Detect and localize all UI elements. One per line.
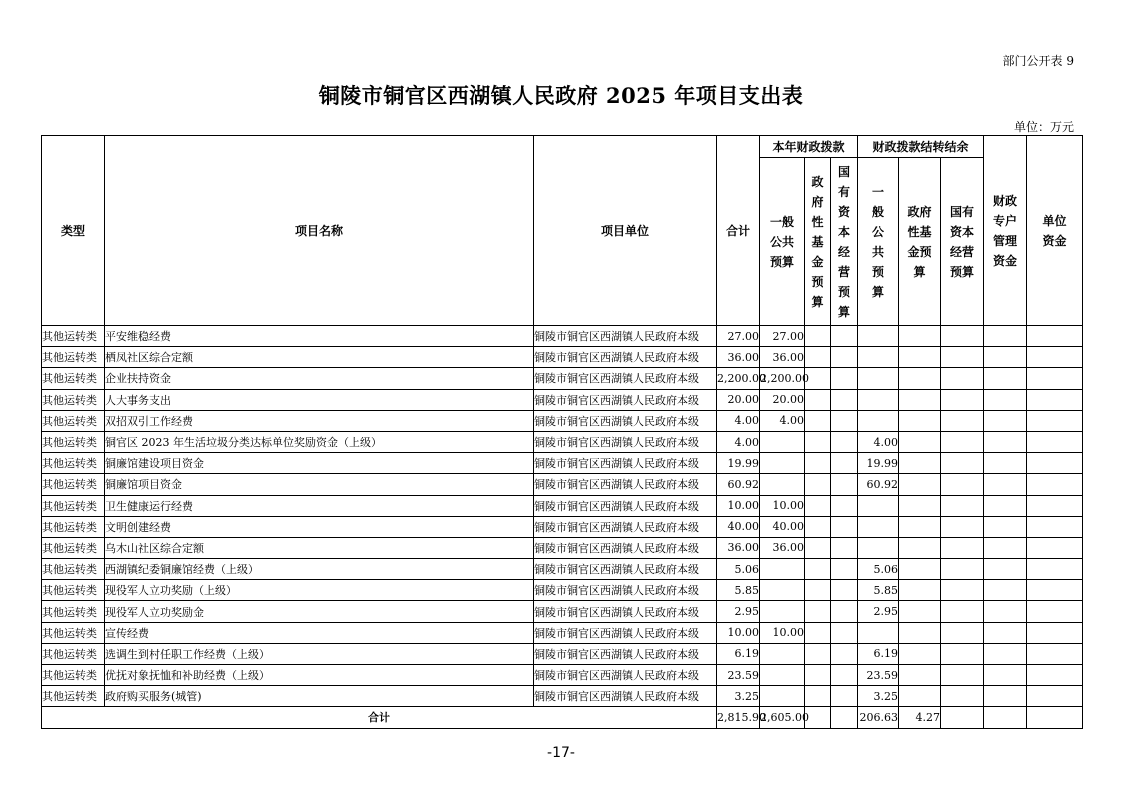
row-project-unit: 铜陵市铜官区西湖镇人民政府本级 xyxy=(534,410,717,431)
row-total: 2.95 xyxy=(717,601,760,622)
row-special-account xyxy=(984,431,1027,452)
row-carry-state xyxy=(941,580,984,601)
row-total: 5.06 xyxy=(717,559,760,580)
row-carry-state xyxy=(941,622,984,643)
row-current-fund xyxy=(805,347,831,368)
row-carry-fund xyxy=(899,537,941,558)
table-row xyxy=(42,516,1083,537)
col-carry-state-header: 国有资本经营预算 xyxy=(941,158,984,326)
row-current-state xyxy=(831,686,858,707)
row-current-fund xyxy=(805,453,831,474)
row-type: 其他运转类 xyxy=(42,559,105,580)
table-row xyxy=(42,686,1083,707)
row-current-general: 36.00 xyxy=(760,537,805,558)
table-row xyxy=(42,410,1083,431)
row-own-funds xyxy=(1027,601,1083,622)
table-row xyxy=(42,537,1083,558)
row-carry-general xyxy=(858,326,899,347)
row-project-name: 文明创建经费 xyxy=(105,516,534,537)
row-project-unit: 铜陵市铜官区西湖镇人民政府本级 xyxy=(534,622,717,643)
project-expenditure-table xyxy=(41,135,1083,729)
row-special-account xyxy=(984,474,1027,495)
row-carry-fund xyxy=(899,686,941,707)
row-project-unit: 铜陵市铜官区西湖镇人民政府本级 xyxy=(534,643,717,664)
row-type: 其他运转类 xyxy=(42,580,105,601)
row-type: 其他运转类 xyxy=(42,389,105,410)
row-current-state xyxy=(831,559,858,580)
row-special-account xyxy=(984,368,1027,389)
row-special-account xyxy=(984,537,1027,558)
table-row xyxy=(42,601,1083,622)
row-type: 其他运转类 xyxy=(42,431,105,452)
row-current-state xyxy=(831,580,858,601)
row-carry-general xyxy=(858,622,899,643)
row-carry-general: 5.06 xyxy=(858,559,899,580)
row-project-name: 铜廉馆建设项目资金 xyxy=(105,453,534,474)
row-project-unit: 铜陵市铜官区西湖镇人民政府本级 xyxy=(534,601,717,622)
row-project-unit: 铜陵市铜官区西湖镇人民政府本级 xyxy=(534,665,717,686)
row-current-fund xyxy=(805,559,831,580)
row-own-funds xyxy=(1027,431,1083,452)
row-carry-fund xyxy=(899,410,941,431)
row-carry-general: 60.92 xyxy=(858,474,899,495)
row-carry-fund xyxy=(899,368,941,389)
row-current-fund xyxy=(805,686,831,707)
row-type: 其他运转类 xyxy=(42,474,105,495)
row-project-unit: 铜陵市铜官区西湖镇人民政府本级 xyxy=(534,326,717,347)
row-carry-fund xyxy=(899,474,941,495)
row-carry-general: 23.59 xyxy=(858,665,899,686)
row-total: 10.00 xyxy=(717,622,760,643)
row-own-funds xyxy=(1027,474,1083,495)
row-project-unit: 铜陵市铜官区西湖镇人民政府本级 xyxy=(534,686,717,707)
row-own-funds xyxy=(1027,347,1083,368)
row-type: 其他运转类 xyxy=(42,643,105,664)
row-carry-state xyxy=(941,559,984,580)
row-current-state xyxy=(831,516,858,537)
table-body xyxy=(42,326,1083,729)
row-carry-fund xyxy=(899,580,941,601)
row-current-general xyxy=(760,580,805,601)
row-total: 19.99 xyxy=(717,453,760,474)
row-special-account xyxy=(984,665,1027,686)
row-carry-state xyxy=(941,368,984,389)
row-current-general xyxy=(760,643,805,664)
row-project-unit: 铜陵市铜官区西湖镇人民政府本级 xyxy=(534,559,717,580)
row-current-fund xyxy=(805,431,831,452)
row-project-name: 双招双引工作经费 xyxy=(105,410,534,431)
table-row xyxy=(42,453,1083,474)
row-carry-fund xyxy=(899,389,941,410)
row-carry-state xyxy=(941,389,984,410)
row-carry-fund xyxy=(899,622,941,643)
row-carry-general: 2.95 xyxy=(858,601,899,622)
row-current-state xyxy=(831,389,858,410)
row-current-general xyxy=(760,453,805,474)
row-total: 5.85 xyxy=(717,580,760,601)
row-project-unit: 铜陵市铜官区西湖镇人民政府本级 xyxy=(534,389,717,410)
col-carry-general-header: 一般公共预算 xyxy=(858,158,899,326)
row-carry-state xyxy=(941,665,984,686)
row-current-fund xyxy=(805,601,831,622)
row-current-state xyxy=(831,643,858,664)
row-current-fund xyxy=(805,665,831,686)
row-carry-state xyxy=(941,495,984,516)
row-current-general: 20.00 xyxy=(760,389,805,410)
table-row xyxy=(42,495,1083,516)
row-total: 36.00 xyxy=(717,347,760,368)
col-special-account-header: 财政专户管理资金 xyxy=(984,136,1027,326)
total-carry-fund: 4.27 xyxy=(899,707,941,728)
row-special-account xyxy=(984,580,1027,601)
row-current-state xyxy=(831,537,858,558)
row-carry-state xyxy=(941,516,984,537)
row-carry-state xyxy=(941,410,984,431)
row-current-state xyxy=(831,601,858,622)
row-carry-fund xyxy=(899,665,941,686)
table-row xyxy=(42,559,1083,580)
row-total: 60.92 xyxy=(717,474,760,495)
row-current-fund xyxy=(805,410,831,431)
row-carry-general: 19.99 xyxy=(858,453,899,474)
row-current-general xyxy=(760,474,805,495)
row-current-fund xyxy=(805,389,831,410)
row-project-name: 现役军人立功奖励金 xyxy=(105,601,534,622)
row-total: 2,200.00 xyxy=(717,368,760,389)
row-special-account xyxy=(984,453,1027,474)
row-project-unit: 铜陵市铜官区西湖镇人民政府本级 xyxy=(534,495,717,516)
total-label: 合计 xyxy=(42,707,717,728)
row-carry-general xyxy=(858,347,899,368)
table-row xyxy=(42,347,1083,368)
row-own-funds xyxy=(1027,537,1083,558)
row-special-account xyxy=(984,347,1027,368)
row-current-fund xyxy=(805,326,831,347)
row-carry-fund xyxy=(899,495,941,516)
form-number: 部门公开表 9 xyxy=(1002,54,1074,68)
col-current-state-header: 国有资本经营预算 xyxy=(831,158,858,326)
row-own-funds xyxy=(1027,580,1083,601)
col-type-header: 类型 xyxy=(42,136,105,326)
row-special-account xyxy=(984,410,1027,431)
row-project-unit: 铜陵市铜官区西湖镇人民政府本级 xyxy=(534,516,717,537)
document-title: 铜陵市铜官区西湖镇人民政府 2025 年项目支出表 xyxy=(318,83,804,108)
row-type: 其他运转类 xyxy=(42,326,105,347)
row-current-state xyxy=(831,474,858,495)
row-current-general xyxy=(760,601,805,622)
total-current-general: 2,605.00 xyxy=(760,707,805,728)
row-carry-fund xyxy=(899,453,941,474)
col-current-fund-header: 政府性基金预算 xyxy=(805,158,831,326)
row-carry-general xyxy=(858,410,899,431)
row-type: 其他运转类 xyxy=(42,537,105,558)
row-project-name: 栖凤社区综合定额 xyxy=(105,347,534,368)
row-type: 其他运转类 xyxy=(42,665,105,686)
row-carry-fund xyxy=(899,601,941,622)
row-current-fund xyxy=(805,580,831,601)
row-carry-general: 6.19 xyxy=(858,643,899,664)
row-carry-state xyxy=(941,347,984,368)
row-current-general xyxy=(760,665,805,686)
row-current-general: 27.00 xyxy=(760,326,805,347)
row-current-state xyxy=(831,347,858,368)
row-own-funds xyxy=(1027,368,1083,389)
row-current-state xyxy=(831,453,858,474)
row-project-name: 乌木山社区综合定额 xyxy=(105,537,534,558)
row-project-unit: 铜陵市铜官区西湖镇人民政府本级 xyxy=(534,431,717,452)
row-total: 36.00 xyxy=(717,537,760,558)
row-current-state xyxy=(831,326,858,347)
col-name-header: 项目名称 xyxy=(105,136,534,326)
row-special-account xyxy=(984,389,1027,410)
row-current-state xyxy=(831,622,858,643)
col-unit-header: 项目单位 xyxy=(534,136,717,326)
row-project-name: 铜廉馆项目资金 xyxy=(105,474,534,495)
unit-label: 单位：万元 xyxy=(1013,120,1074,134)
table-row xyxy=(42,431,1083,452)
table-row xyxy=(42,474,1083,495)
row-carry-general xyxy=(858,495,899,516)
total-own-funds xyxy=(1027,707,1083,728)
row-type: 其他运转类 xyxy=(42,347,105,368)
row-special-account xyxy=(984,643,1027,664)
col-own-funds-header: 单位资金 xyxy=(1027,136,1083,326)
row-carry-state xyxy=(941,474,984,495)
total-current-state xyxy=(831,707,858,728)
row-current-state xyxy=(831,495,858,516)
row-own-funds xyxy=(1027,495,1083,516)
row-project-unit: 铜陵市铜官区西湖镇人民政府本级 xyxy=(534,453,717,474)
row-project-name: 铜官区 2023 年生活垃圾分类达标单位奖励资金（上级） xyxy=(105,431,534,452)
row-project-unit: 铜陵市铜官区西湖镇人民政府本级 xyxy=(534,580,717,601)
row-carry-general xyxy=(858,516,899,537)
total-carry-general: 206.63 xyxy=(858,707,899,728)
row-own-funds xyxy=(1027,516,1083,537)
row-current-fund xyxy=(805,474,831,495)
row-carry-fund xyxy=(899,559,941,580)
row-own-funds xyxy=(1027,686,1083,707)
total-carry-state xyxy=(941,707,984,728)
row-special-account xyxy=(984,495,1027,516)
table-row xyxy=(42,326,1083,347)
row-carry-fund xyxy=(899,643,941,664)
row-current-state xyxy=(831,431,858,452)
row-carry-state xyxy=(941,453,984,474)
col-current-general-header: 一般公共预算 xyxy=(760,158,805,326)
table-row xyxy=(42,580,1083,601)
row-special-account xyxy=(984,686,1027,707)
row-project-name: 现役军人立功奖励（上级） xyxy=(105,580,534,601)
row-current-general: 10.00 xyxy=(760,622,805,643)
row-project-name: 平安维稳经费 xyxy=(105,326,534,347)
row-own-funds xyxy=(1027,559,1083,580)
group-current-year-header: 本年财政拨款 xyxy=(760,136,858,158)
row-carry-state xyxy=(941,643,984,664)
table-row xyxy=(42,643,1083,664)
row-special-account xyxy=(984,622,1027,643)
row-special-account xyxy=(984,601,1027,622)
row-current-general: 10.00 xyxy=(760,495,805,516)
row-project-unit: 铜陵市铜官区西湖镇人民政府本级 xyxy=(534,537,717,558)
row-carry-state xyxy=(941,686,984,707)
row-project-name: 卫生健康运行经费 xyxy=(105,495,534,516)
group-carryover-header: 财政拨款结转结余 xyxy=(858,136,984,158)
table-row xyxy=(42,622,1083,643)
row-type: 其他运转类 xyxy=(42,495,105,516)
row-own-funds xyxy=(1027,643,1083,664)
row-special-account xyxy=(984,559,1027,580)
total-row xyxy=(42,707,1083,728)
row-carry-fund xyxy=(899,516,941,537)
row-current-general xyxy=(760,686,805,707)
row-type: 其他运转类 xyxy=(42,622,105,643)
row-type: 其他运转类 xyxy=(42,453,105,474)
row-own-funds xyxy=(1027,326,1083,347)
row-current-fund xyxy=(805,516,831,537)
row-own-funds xyxy=(1027,389,1083,410)
row-type: 其他运转类 xyxy=(42,601,105,622)
row-own-funds xyxy=(1027,665,1083,686)
total-special-account xyxy=(984,707,1027,728)
row-project-name: 选调生到村任职工作经费（上级） xyxy=(105,643,534,664)
row-current-general: 36.00 xyxy=(760,347,805,368)
row-carry-state xyxy=(941,431,984,452)
row-current-general: 4.00 xyxy=(760,410,805,431)
row-total: 20.00 xyxy=(717,389,760,410)
row-total: 4.00 xyxy=(717,431,760,452)
row-project-name: 政府购买服务(城管) xyxy=(105,686,534,707)
row-carry-state xyxy=(941,601,984,622)
row-carry-general: 5.85 xyxy=(858,580,899,601)
row-total: 6.19 xyxy=(717,643,760,664)
row-current-fund xyxy=(805,537,831,558)
row-carry-fund xyxy=(899,326,941,347)
row-carry-general: 4.00 xyxy=(858,431,899,452)
row-own-funds xyxy=(1027,453,1083,474)
row-carry-general xyxy=(858,537,899,558)
row-current-state xyxy=(831,665,858,686)
row-project-name: 西湖镇纪委铜廉馆经费（上级） xyxy=(105,559,534,580)
row-type: 其他运转类 xyxy=(42,368,105,389)
row-project-name: 宣传经费 xyxy=(105,622,534,643)
row-own-funds xyxy=(1027,410,1083,431)
row-current-fund xyxy=(805,495,831,516)
row-carry-state xyxy=(941,537,984,558)
row-total: 23.59 xyxy=(717,665,760,686)
row-project-unit: 铜陵市铜官区西湖镇人民政府本级 xyxy=(534,474,717,495)
row-project-name: 人大事务支出 xyxy=(105,389,534,410)
row-type: 其他运转类 xyxy=(42,516,105,537)
row-carry-fund xyxy=(899,347,941,368)
row-total: 27.00 xyxy=(717,326,760,347)
row-current-state xyxy=(831,368,858,389)
row-project-name: 企业扶持资金 xyxy=(105,368,534,389)
row-type: 其他运转类 xyxy=(42,410,105,431)
row-total: 40.00 xyxy=(717,516,760,537)
row-current-state xyxy=(831,410,858,431)
total-cell: 2,815.90 xyxy=(717,707,760,728)
row-total: 3.25 xyxy=(717,686,760,707)
row-carry-general xyxy=(858,368,899,389)
row-carry-general xyxy=(858,389,899,410)
row-current-fund xyxy=(805,643,831,664)
row-own-funds xyxy=(1027,622,1083,643)
table-row xyxy=(42,389,1083,410)
col-carry-fund-header: 政府性基金预算 xyxy=(899,158,941,326)
row-current-general xyxy=(760,431,805,452)
row-total: 4.00 xyxy=(717,410,760,431)
row-type: 其他运转类 xyxy=(42,686,105,707)
row-project-name: 优抚对象抚恤和补助经费（上级） xyxy=(105,665,534,686)
row-current-general: 40.00 xyxy=(760,516,805,537)
table-row xyxy=(42,368,1083,389)
table-row xyxy=(42,665,1083,686)
page-number: -17- xyxy=(547,745,575,761)
row-carry-state xyxy=(941,326,984,347)
row-carry-fund xyxy=(899,431,941,452)
row-total: 10.00 xyxy=(717,495,760,516)
row-project-unit: 铜陵市铜官区西湖镇人民政府本级 xyxy=(534,368,717,389)
row-current-fund xyxy=(805,622,831,643)
row-current-general xyxy=(760,559,805,580)
row-current-general: 2,200.00 xyxy=(760,368,805,389)
col-total-header: 合计 xyxy=(717,136,760,326)
row-carry-general: 3.25 xyxy=(858,686,899,707)
row-project-unit: 铜陵市铜官区西湖镇人民政府本级 xyxy=(534,347,717,368)
row-special-account xyxy=(984,516,1027,537)
row-special-account xyxy=(984,326,1027,347)
